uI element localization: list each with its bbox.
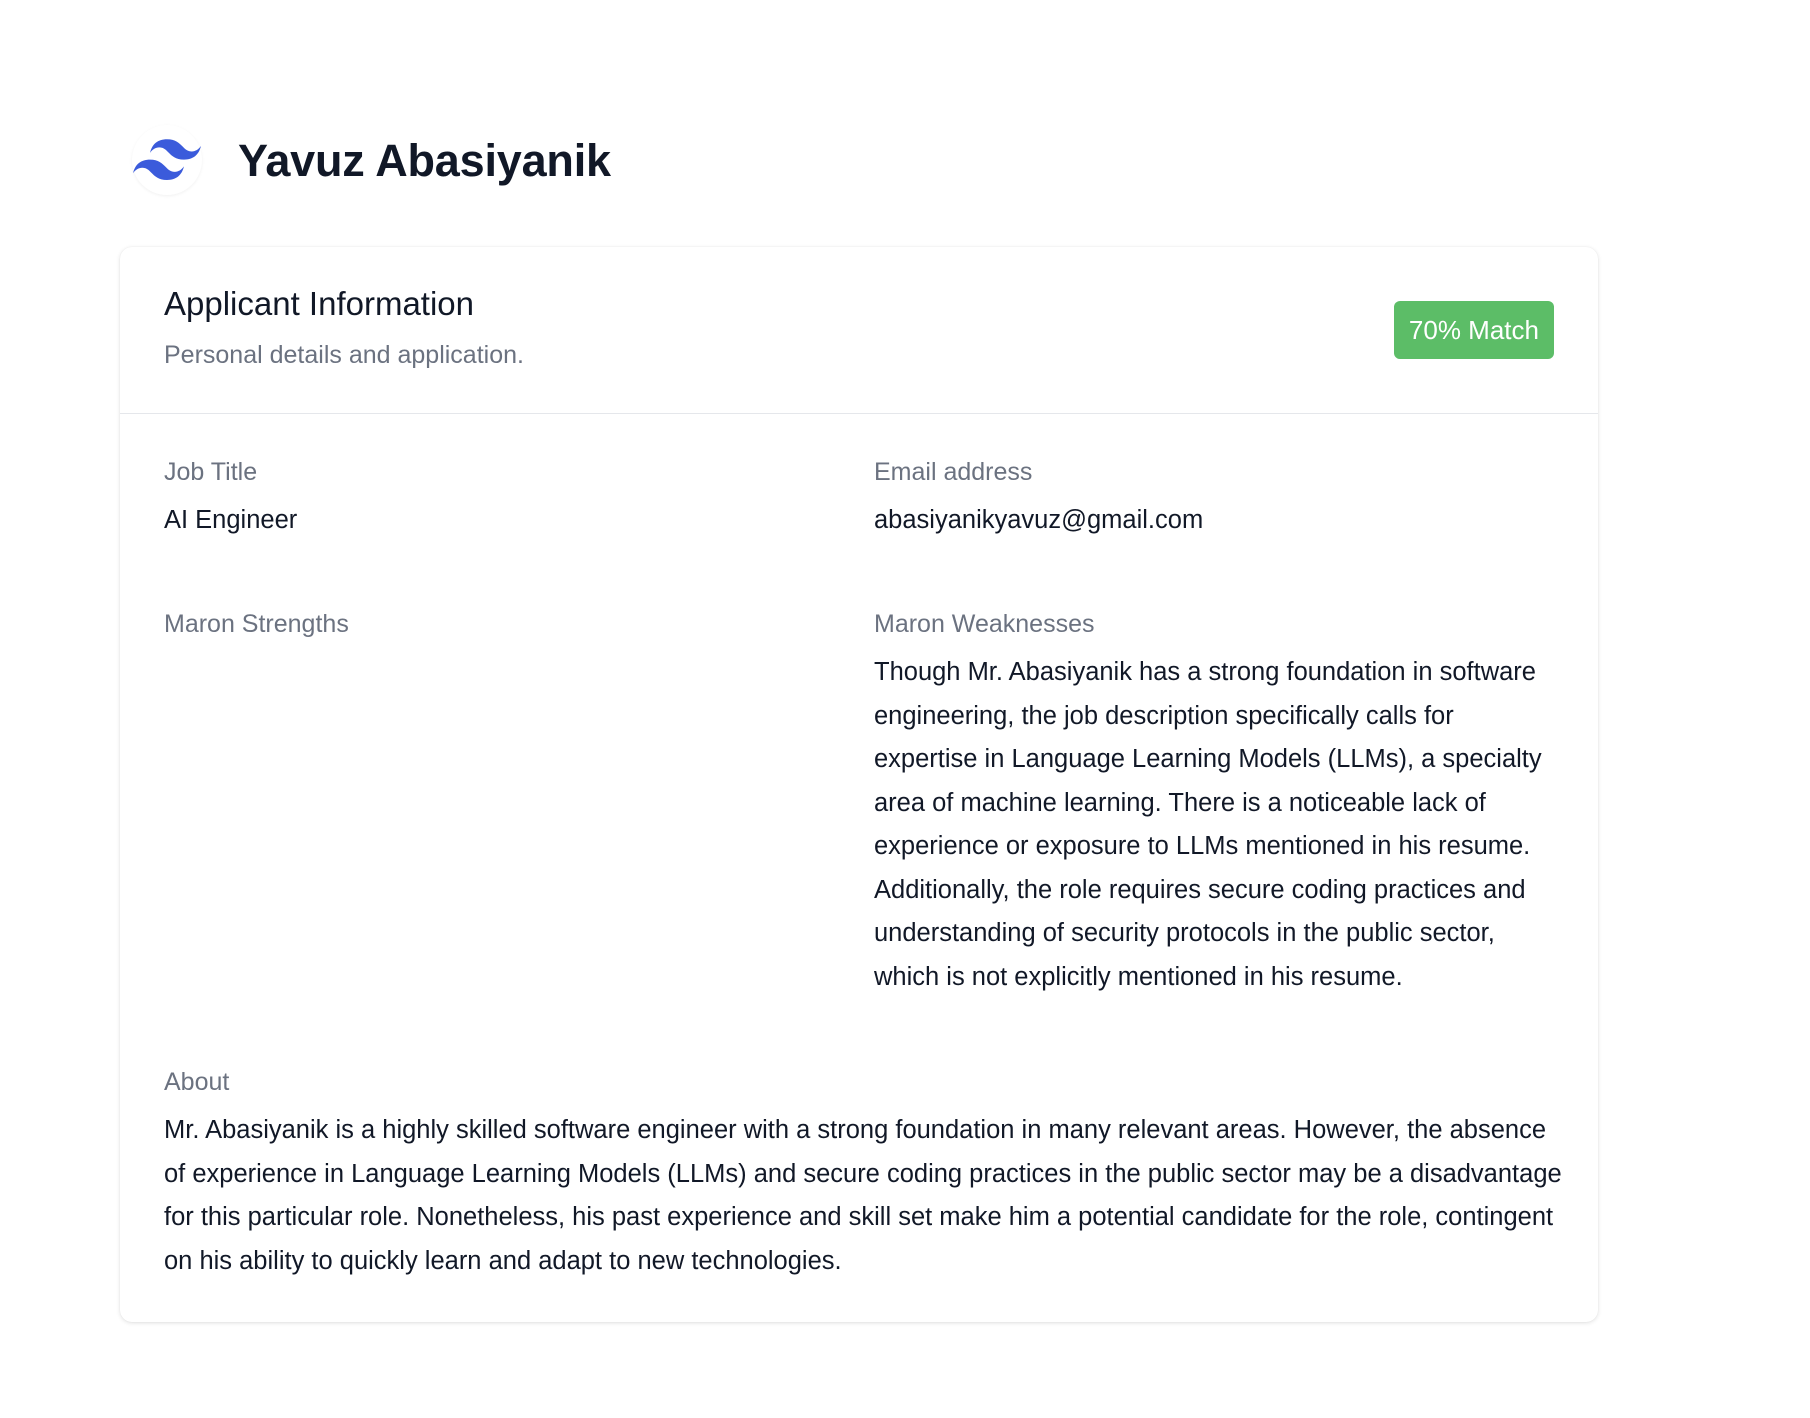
match-badge[interactable]: 70% Match [1394,301,1554,359]
weaknesses-label: Maron Weaknesses [874,610,1095,638]
email-value[interactable]: abasiyanikyavuz@gmail.com [874,506,1204,534]
applicant-info-card [120,247,1598,1322]
about-value: Mr. Abasiyanik is a highly skilled software engineer with a strong foundation in many relevant areas. However, the absence of experience in Language Learning Models (LLMs) and secure coding practices in the public sector may be a disadvantage for this particular role. Nonetheless, his past experience and skill set make him a potential candidate for the role, contingent on his ability to quickly learn and adapt to new technologies. [164,1116,1562,1275]
strengths-field [164,609,824,639]
about-label: About [164,1068,230,1096]
email-field [874,457,1564,543]
job-title-label: Job Title [164,458,258,486]
job-title-field [164,457,824,543]
logo-graphic [133,139,201,181]
weaknesses-value: Though Mr. Abasiyanik has a strong foundation in software engineering, the job description specifically calls for expertise in Language Learning Models (LLMs), a specialty area of machine learning. There is a noticeable lack of experience or exposure to LLMs mentioned in his resume. Additionally, the role requires secure coding practices and understanding of security protocols in the public sector, which is not explicitly mentioned in his resume. [874,658,1542,991]
job-title-value: AI Engineer [164,506,298,534]
card-title: Applicant Information [164,285,475,322]
card-subtitle: Personal details and application. [164,341,524,369]
about-field [164,1067,1564,1283]
card-header [120,247,1598,414]
applicant-name: Yavuz Abasiyanik [238,134,611,186]
applicant-header [132,120,611,200]
email-label: Email address [874,458,1033,486]
weaknesses-field [874,609,1564,999]
strengths-label: Maron Strengths [164,610,349,638]
tailwind-wave-icon [132,125,202,195]
